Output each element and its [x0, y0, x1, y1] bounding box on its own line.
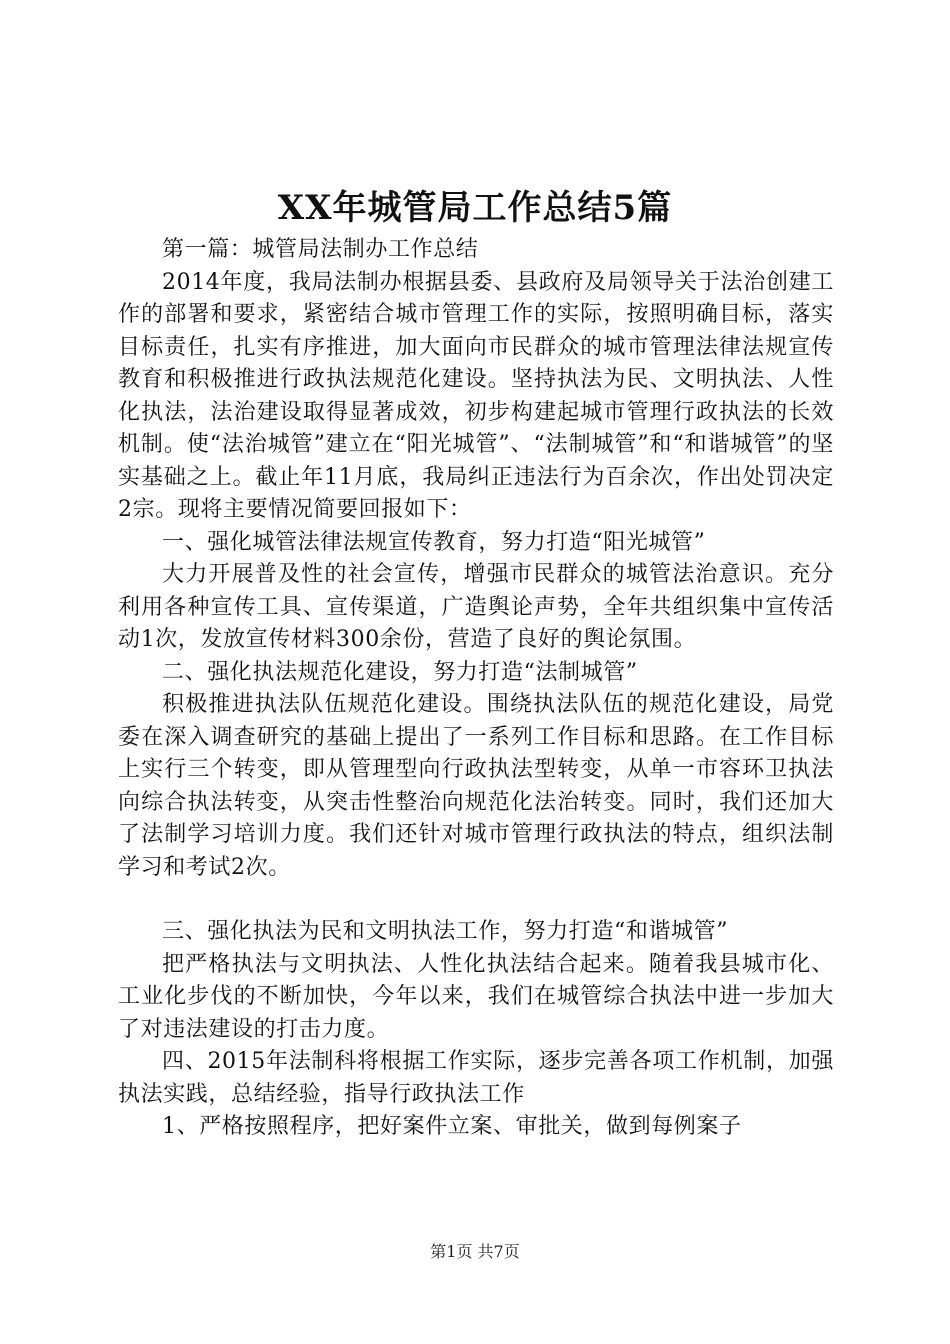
section-heading: 四、2015年法制科将根据工作实际，逐步完善各项工作机制，加强执法实践，总结经验，指导行政执法工作 — [118, 1049, 834, 1107]
body-paragraph: 2014年度，我局法制办根据县委、县政府及局领导关于法治创建工作的部署和要求，紧密结合城市管理工作的实际，按照明确目标，落实目标责任，扎实有序推进，加大面向市民群众的城市管理法律法规宣传教育和积极推进行政执法规范化建设。坚持执法为民、文明执法、人性化执法，法治建设取得显著成效，初步构建起城市管理行政执法的长效机制。使“法治城管”建立在“阳光城管”、“法制城管”和“和谐城管”的坚实基础之上。截止年11月底，我局纠正违法行为百余次，作出处罚决定2宗。现将主要情况简要回报如下： — [118, 269, 834, 522]
section-heading: 第一篇：城管局法制办工作总结 — [162, 237, 479, 262]
body-paragraph: 把严格执法与文明执法、人性化执法结合起来。随着我县城市化、工业化步伐的不断加快，今年以来，我们在城管综合执法中进一步加大了对违法建设的打击力度。 — [118, 951, 834, 1042]
document-body — [118, 234, 834, 1144]
section-heading: 三、强化执法为民和文明执法工作，努力打造“和谐城管” — [162, 919, 729, 944]
body-paragraph: 大力开展普及性的社会宣传，增强市民群众的城管法治意识。充分利用各种宣传工具、宣传渠道，广造舆论声势，全年共组织集中宣传活动1次，发放宣传材料300余份，营造了良好的舆论氛围。 — [118, 562, 834, 652]
document-title: XX年城管局工作总结5篇 — [277, 188, 673, 228]
section-heading: 二、强化执法规范化建设，努力打造“法制城管” — [162, 659, 638, 685]
section-heading: 一、强化城管法律法规宣传教育，努力打造“阳光城管” — [162, 529, 706, 555]
body-paragraph: 1、严格按照程序，把好案件立案、审批关，做到每例案子 — [162, 1114, 742, 1139]
body-paragraph: 积极推进执法队伍规范化建设。围绕执法队伍的规范化建设，局党委在深入调查研究的基础上提出了一系列工作目标和思路。在工作目标上实行三个转变，即从管理型向行政执法型转变，从单一市容环卫执法向综合执法转变，从突击性整治向规范化法治转变。同时，我们还加大了法制学习培训力度。我们还针对城市管理行政执法的特点，组织法制学习和考试2次。 — [118, 692, 834, 880]
page-number: 第1页 共7页 — [430, 1242, 520, 1261]
